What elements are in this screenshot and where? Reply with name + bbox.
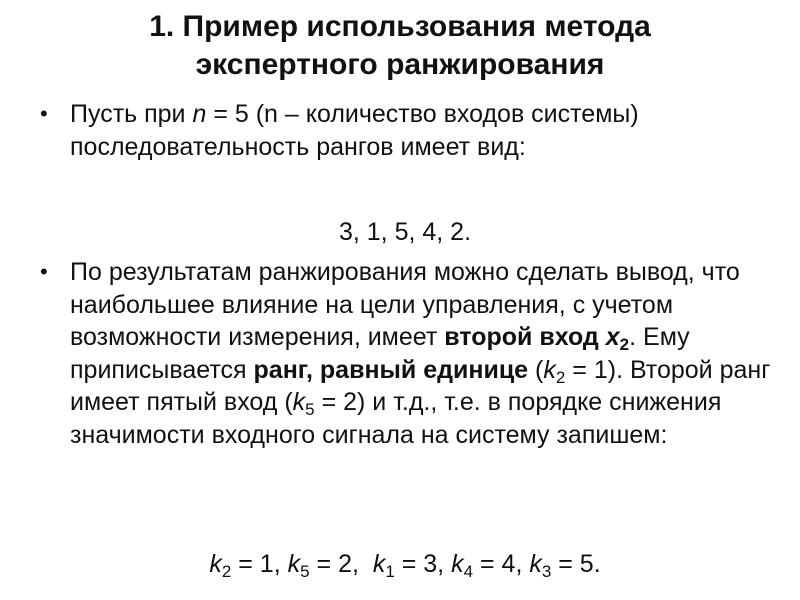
subscript: 1 <box>385 562 395 581</box>
bullet-paragraph-2 <box>40 256 775 451</box>
variable-k: k <box>543 355 556 384</box>
variable-x: x <box>605 323 620 351</box>
text-segment: . Ему приписывается <box>70 323 690 384</box>
bullet-marker: • <box>40 101 48 126</box>
subscript: 5 <box>300 562 310 581</box>
variable-k: k <box>451 550 464 578</box>
rank-term <box>372 550 452 581</box>
rank-sequence: 3, 1, 5, 4, 2. <box>338 218 472 246</box>
variable-k: k <box>209 550 222 578</box>
rank-term <box>209 550 288 581</box>
text-segment: = 2, <box>309 550 373 578</box>
bold-segment: второй вход <box>444 323 606 351</box>
text-segment: = 5 (n – количество входов системы) последовательность рангов имеет вид: <box>70 100 639 161</box>
text-segment: = 1). Второй ранг имеет пятый вход ( <box>70 355 771 416</box>
variable-k: k <box>372 550 386 578</box>
bullet-paragraph-1 <box>40 98 775 163</box>
text-segment: = 5. <box>551 550 601 578</box>
rank-result-line <box>5 548 800 580</box>
variable-k: k <box>529 550 542 578</box>
variable-k: k <box>287 550 301 578</box>
text-segment: Пусть при <box>70 100 193 128</box>
rank-term <box>287 550 373 581</box>
text-segment: = 4, <box>473 550 530 578</box>
bold-segment: ранг, равный единице <box>253 355 529 384</box>
rank-term <box>451 550 530 581</box>
subscript: 2 <box>555 367 566 387</box>
variable-n: n <box>192 100 207 128</box>
title-line-1: 1. Пример использования метода <box>149 10 651 43</box>
text-segment: = 3, <box>394 550 452 578</box>
text-segment: = 1, <box>231 550 288 578</box>
title-line-2: экспертного ранжирования <box>195 48 605 81</box>
subscript: 5 <box>305 400 315 419</box>
slide-title <box>0 8 800 84</box>
subscript: 3 <box>541 562 552 581</box>
subscript: 4 <box>463 562 474 581</box>
subscript: 2 <box>619 335 630 354</box>
paragraph-text <box>70 98 775 163</box>
text-segment: ( <box>528 355 544 384</box>
text-segment: По результатам ранжирования можно сделать вывод, что наибольшее влияние на цели управления, с учетом возможности измерения, имеет <box>70 258 740 351</box>
subscript: 2 <box>221 562 232 581</box>
variable-k: k <box>292 388 306 416</box>
rank-term <box>529 550 601 581</box>
text-segment: = 2) и т.д., т.е. в порядке снижения значимости входного сигнала на систему запишем: <box>70 388 722 449</box>
paragraph-text <box>70 256 775 451</box>
bullet-marker: • <box>40 259 48 284</box>
